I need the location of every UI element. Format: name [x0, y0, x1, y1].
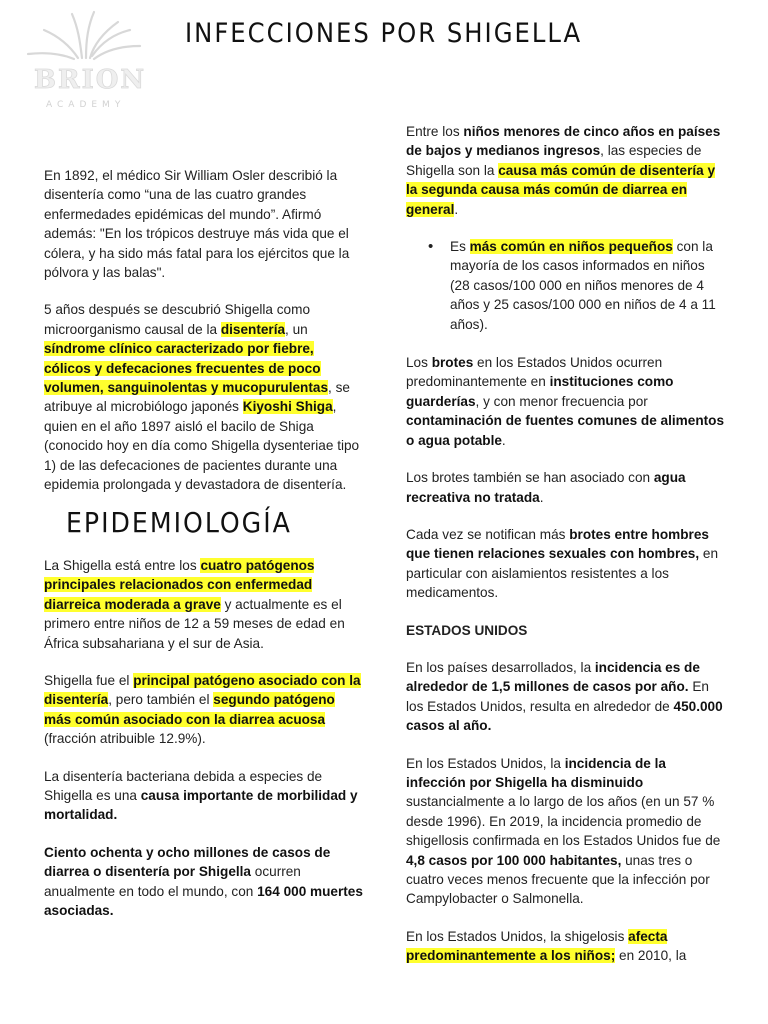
- text: En los Estados Unidos, resulta en alrededor de: [406, 679, 709, 714]
- text: .: [454, 201, 459, 217]
- highlight-kiyoshi-shiga: Kiyoshi Shiga: [242, 399, 333, 415]
- highlight-segundo-patogeno: segundo patógeno más común asociado con la diarrea acuosa: [44, 692, 335, 727]
- text: unas tres o cuatro veces menos frecuente que la infección por Campylobacter o Salmonella.: [406, 852, 710, 907]
- bold-brotes-hombres: brotes entre hombres que tienen relaciones sexuales con hombres,: [406, 526, 709, 562]
- text: , pero también el: [108, 692, 214, 708]
- paragraph-osler: En 1892, el médico Sir William Osler describió la disentería como “una de las cuatro grandes enfermedades epidémicas del mundo”. Afirmó además: "En los trópicos destruye más vida que el cólera, y ha sido más fatal para los ejércitos que la pólvora y las balas".: [44, 168, 350, 281]
- text: ocurren anualmente en todo el mundo, con: [44, 864, 301, 899]
- highlight-afecta-ninos: afecta predominantemente a los niños;: [406, 928, 668, 964]
- highlight-ninos-pequenos: más común en niños pequeños: [469, 239, 673, 255]
- paragraph-ninos-menores: [406, 122, 726, 219]
- paragraph-afecta-ninos: [406, 927, 726, 966]
- text: Shigella fue el: [44, 672, 134, 688]
- paragraph-brotes-hombres: [406, 525, 726, 603]
- text: Los brotes también se han asociado con: [406, 470, 654, 486]
- bold-causa-importante: causa importante de morbilidad y mortalidad.: [44, 787, 358, 823]
- list-item: [450, 237, 726, 334]
- bold-agua-recreativa: agua recreativa no tratada: [406, 470, 686, 505]
- text: y actualmente es el primero entre niños de 12 a 59 meses de edad en África subsahariana y el sur de Asia.: [44, 596, 345, 651]
- paragraph-principal-patogeno: [44, 671, 364, 749]
- highlight-principal-patogeno: principal patógeno asociado con la disentería: [44, 672, 361, 708]
- text: , se atribuye al microbiólogo japonés: [44, 380, 350, 415]
- highlight-disenteria: disentería: [220, 321, 286, 337]
- page-title: INFECCIONES POR SHIGELLA: [185, 18, 583, 49]
- paragraph-agua-recreativa: [406, 468, 726, 507]
- brion-academy-logo: [22, 6, 172, 116]
- text: En los Estados Unidos, la shigelosis: [406, 928, 629, 944]
- paragraph-discovery: [44, 300, 364, 494]
- left-column: [44, 166, 364, 938]
- paragraph-disminucion: [406, 754, 726, 909]
- paragraph-incidencia: [406, 658, 726, 736]
- text: (fracción atribuible 12.9%).: [44, 731, 206, 747]
- text: en particular con aislamientos resistentes a los medicamentos.: [406, 546, 719, 601]
- bold-ciento-ochenta: Ciento ochenta y ocho millones de casos de diarrea o disentería por Shigella: [44, 844, 331, 880]
- text: , un: [285, 321, 308, 337]
- bold-casos-al-ano: 450.000 casos al año.: [406, 698, 723, 734]
- text: En los Estados Unidos, la: [406, 755, 565, 771]
- bold-incidencia: incidencia es de alrededor de 1,5 millones de casos por año.: [406, 659, 700, 695]
- text: , quien en el año 1897 aisló el bacilo de Shiga (conocido hoy en día como Shigella dysenteriae tipo 1) de las defecaciones de pacientes durante una epidemia prolongada y devastadora de disentería.: [44, 399, 360, 493]
- text: Entre los: [406, 124, 464, 139]
- paragraph-casos-mundiales: [44, 843, 364, 921]
- bold-ha-disminuido: incidencia de la infección por Shigella ha disminuido: [406, 755, 666, 790]
- paragraph-brotes: [406, 353, 726, 450]
- right-column: [406, 122, 726, 984]
- text: sustancialmente a lo largo de los años (en un 57 % desde 1996). En 2019, la incidencia promedio de shigellosis confirmada en los Estados Unidos fue de: [406, 794, 721, 849]
- text: con la mayoría de los casos informados en niños (28 casos/100 000 en niños menores de 4 años y 25 casos/100 000 en niños de 4 a 11 años).: [450, 239, 716, 332]
- bold-casos-por-habitantes: 4,8 casos por 100 000 habitantes,: [406, 852, 622, 868]
- text: Es: [450, 239, 470, 255]
- text: en los Estados Unidos ocurren predominantemente en: [406, 355, 663, 390]
- text: Cada vez se notifican más: [406, 526, 570, 542]
- text: .: [501, 432, 506, 448]
- logo-wordmark: BRION: [34, 65, 147, 95]
- subheading-estados-unidos: ESTADOS UNIDOS: [406, 622, 528, 638]
- text: .: [539, 489, 544, 505]
- paragraph-morbilidad: [44, 767, 364, 825]
- text: La disentería bacteriana debida a especies de Shigella es una: [44, 768, 323, 803]
- highlight-causa-mas-comun: causa más común de disentería y la segunda causa más común de diarrea en general: [406, 162, 716, 217]
- text: En los países desarrollados, la: [406, 659, 595, 675]
- text: en 2010, la: [615, 948, 687, 964]
- text: 5 años después se descubrió Shigella como microorganismo causal de la: [44, 302, 311, 337]
- bold-brotes: brotes: [431, 355, 474, 371]
- text: Los: [406, 355, 432, 371]
- bold-instituciones: instituciones como guarderías: [406, 374, 674, 409]
- logo-subtitle: ACADEMY: [46, 100, 126, 110]
- text: , y con menor frecuencia por: [475, 393, 648, 409]
- paragraph-patogenos: [44, 556, 364, 653]
- bold-contaminacion: contaminación de fuentes comunes de alimentos o agua potable: [406, 413, 725, 448]
- text: La Shigella está entre los: [44, 557, 201, 573]
- bold-ninos-menores: niños menores de cinco años en países de bajos y medianos ingresos: [406, 124, 721, 159]
- section-title-epidemiologia: EPIDEMIOLOGÍA: [66, 505, 292, 539]
- bullet-list: [406, 237, 726, 334]
- highlight-sindrome: síndrome clínico caracterizado por fiebre, cólicos y defecaciones frecuentes de poco volumen, sanguinolentas y mucopurulentas: [44, 341, 329, 396]
- bold-muertes: 164 000 muertes asociadas.: [44, 883, 363, 918]
- text: , las especies de Shigella son la: [406, 143, 702, 178]
- highlight-cuatro-patogenos: cuatro patógenos principales relacionados con enfermedad diarreica moderada a grave: [44, 557, 315, 612]
